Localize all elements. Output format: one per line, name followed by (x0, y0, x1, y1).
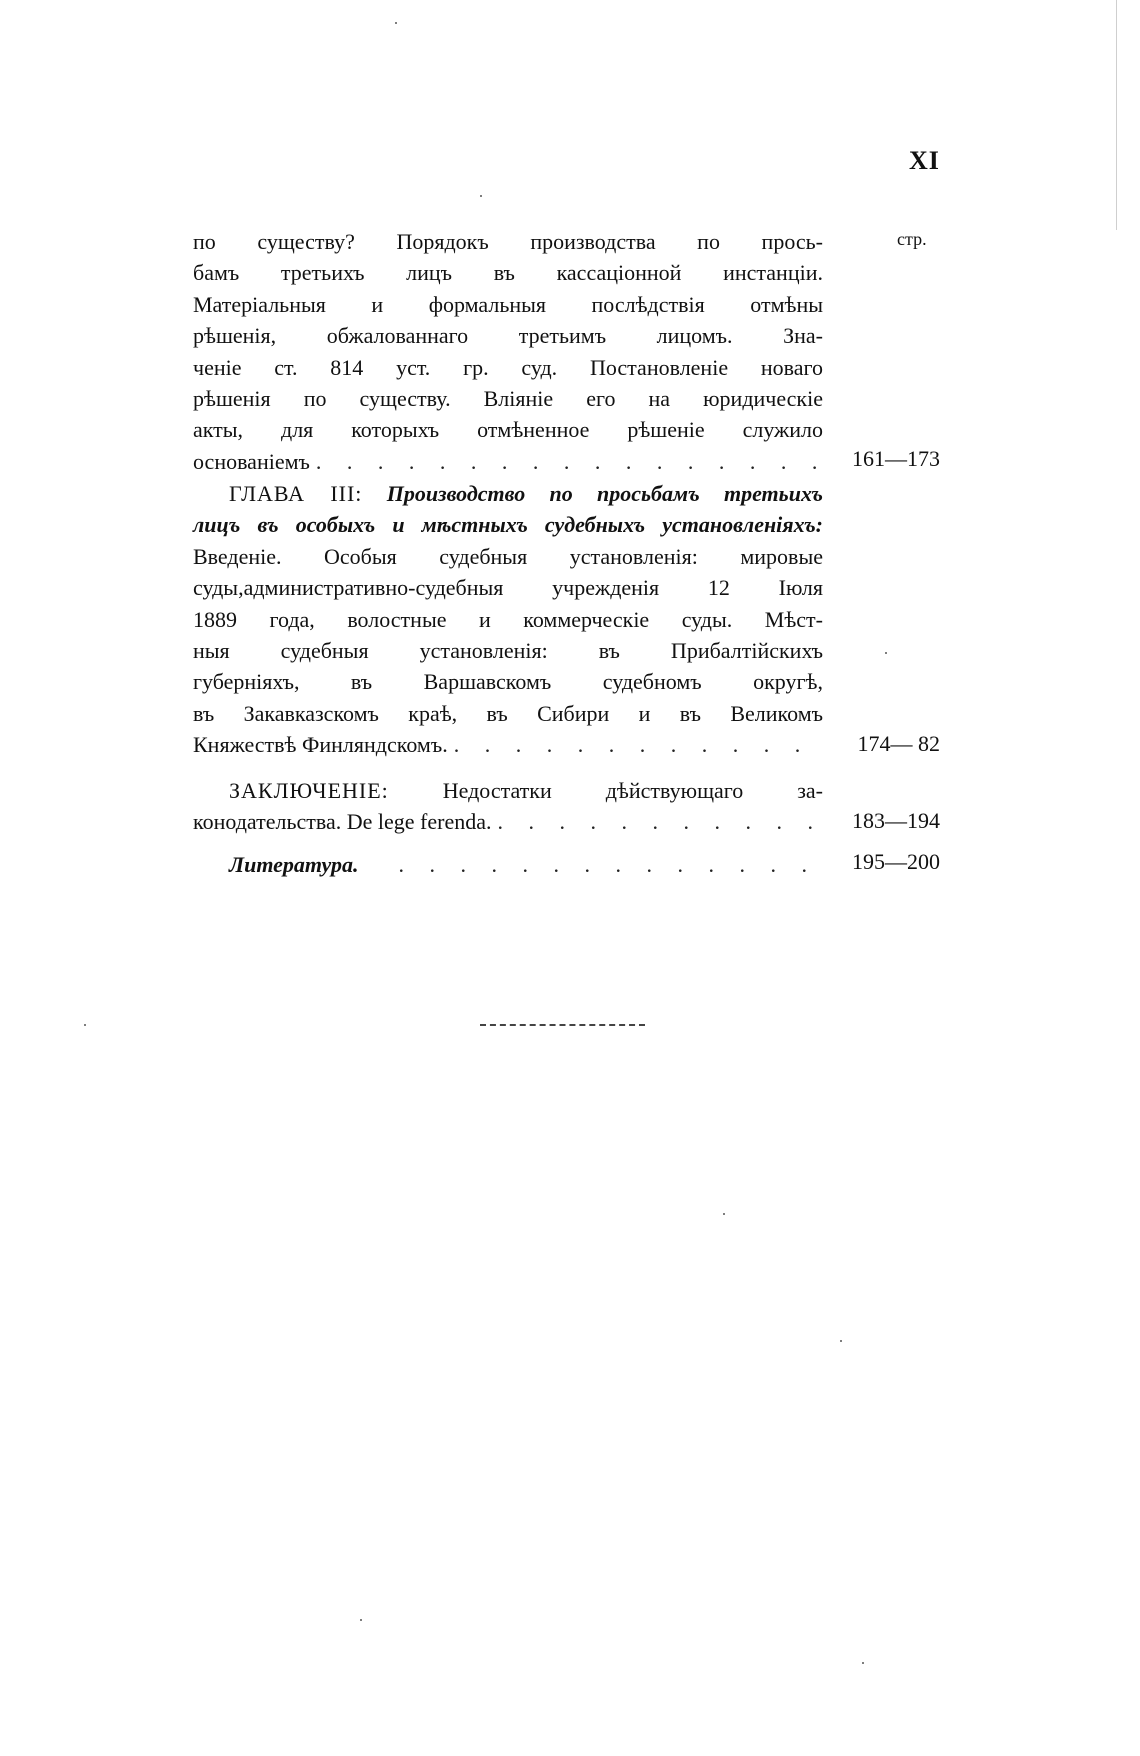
toc-entry-conclusion (193, 775, 823, 838)
toc-line: въ Закавказскомъ краѣ, въ Сибири и въ Великомъ (193, 700, 823, 726)
scan-speck (723, 1213, 725, 1215)
dot-leader (316, 446, 817, 477)
dot-leader (497, 806, 817, 837)
page-number: XI (909, 146, 940, 175)
toc-line-last (193, 446, 823, 477)
toc-line: бамъ третьихъ лицъ въ кассаціонной инстанціи. (193, 260, 823, 286)
toc-entry-literature (193, 849, 823, 880)
chapter-heading: ГЛАВА III: (229, 481, 363, 506)
scan-speck (840, 1340, 842, 1342)
toc-line: губерніяхъ, въ Варшавскомъ судебномъ округѣ, (193, 669, 823, 695)
conclusion-heading: ЗАКЛЮЧЕНІЕ: (229, 778, 389, 803)
toc-line: Матеріальныя и формальныя послѣдствія отмѣны (193, 291, 823, 317)
toc-line: суды,административно-судебныя учрежденія 12 Іюля (193, 575, 823, 601)
toc-line: по существу? Порядокъ производства по прось- (193, 229, 823, 254)
scan-speck (480, 195, 482, 197)
toc-line-last (193, 806, 823, 837)
toc-entry-continuation (193, 226, 823, 477)
section-divider (480, 1024, 645, 1026)
scan-speck (395, 22, 397, 24)
page-range: 195—200 (852, 849, 940, 874)
dot-leader (454, 729, 817, 760)
toc-line: рѣшенія, обжалованнаго третьимъ лицомъ. Зна- (193, 323, 823, 349)
toc-line: ныя судебныя установленія: въ Прибалтійскихъ (193, 638, 823, 664)
toc-line: Введеніе. Особыя судебныя установленія: мировые (193, 543, 823, 569)
scan-speck (885, 652, 887, 654)
dot-leader (398, 849, 817, 880)
page-range: 161—173 (852, 446, 940, 471)
scan-speck (84, 1024, 86, 1026)
chapter-heading-line (193, 478, 823, 509)
toc-line-text: Княжествѣ Финляндскомъ. (193, 732, 448, 758)
literature-label: Литература. (229, 852, 359, 877)
page-range: 183—194 (852, 808, 940, 833)
toc-line-text: конодательства. De lege ferenda. (193, 809, 492, 835)
scan-speck (360, 1619, 362, 1621)
toc-line-last (193, 849, 823, 880)
pages-column-label: стр. (897, 229, 927, 249)
toc-line-text: основаніемъ (193, 448, 310, 474)
conclusion-text: Недостатки дѣйствующаго за- (442, 778, 823, 803)
page-edge-shadow (1116, 0, 1117, 230)
toc-line: ченіе ст. 814 уст. гр. суд. Постановленіе новаго (193, 354, 823, 380)
toc-line-last (193, 729, 823, 760)
page-range: 174— 82 (857, 731, 940, 756)
scan-speck (862, 1662, 864, 1664)
toc-line: 1889 года, волостные и коммерческіе суды. Мѣст- (193, 606, 823, 632)
chapter-title: Производство по просьбамъ третьихъ (386, 481, 824, 506)
toc-line: акты, для которыхъ отмѣненное рѣшеніе служило (193, 417, 823, 443)
toc-entry-chapter-3 (193, 478, 823, 761)
chapter-title-cont: лицъ въ особыхъ и мѣстныхъ судебныхъ установленіяхъ: (193, 512, 823, 538)
toc-line: рѣшенія по существу. Вліяніе его на юридическіе (193, 386, 823, 412)
conclusion-heading-line (193, 775, 823, 806)
